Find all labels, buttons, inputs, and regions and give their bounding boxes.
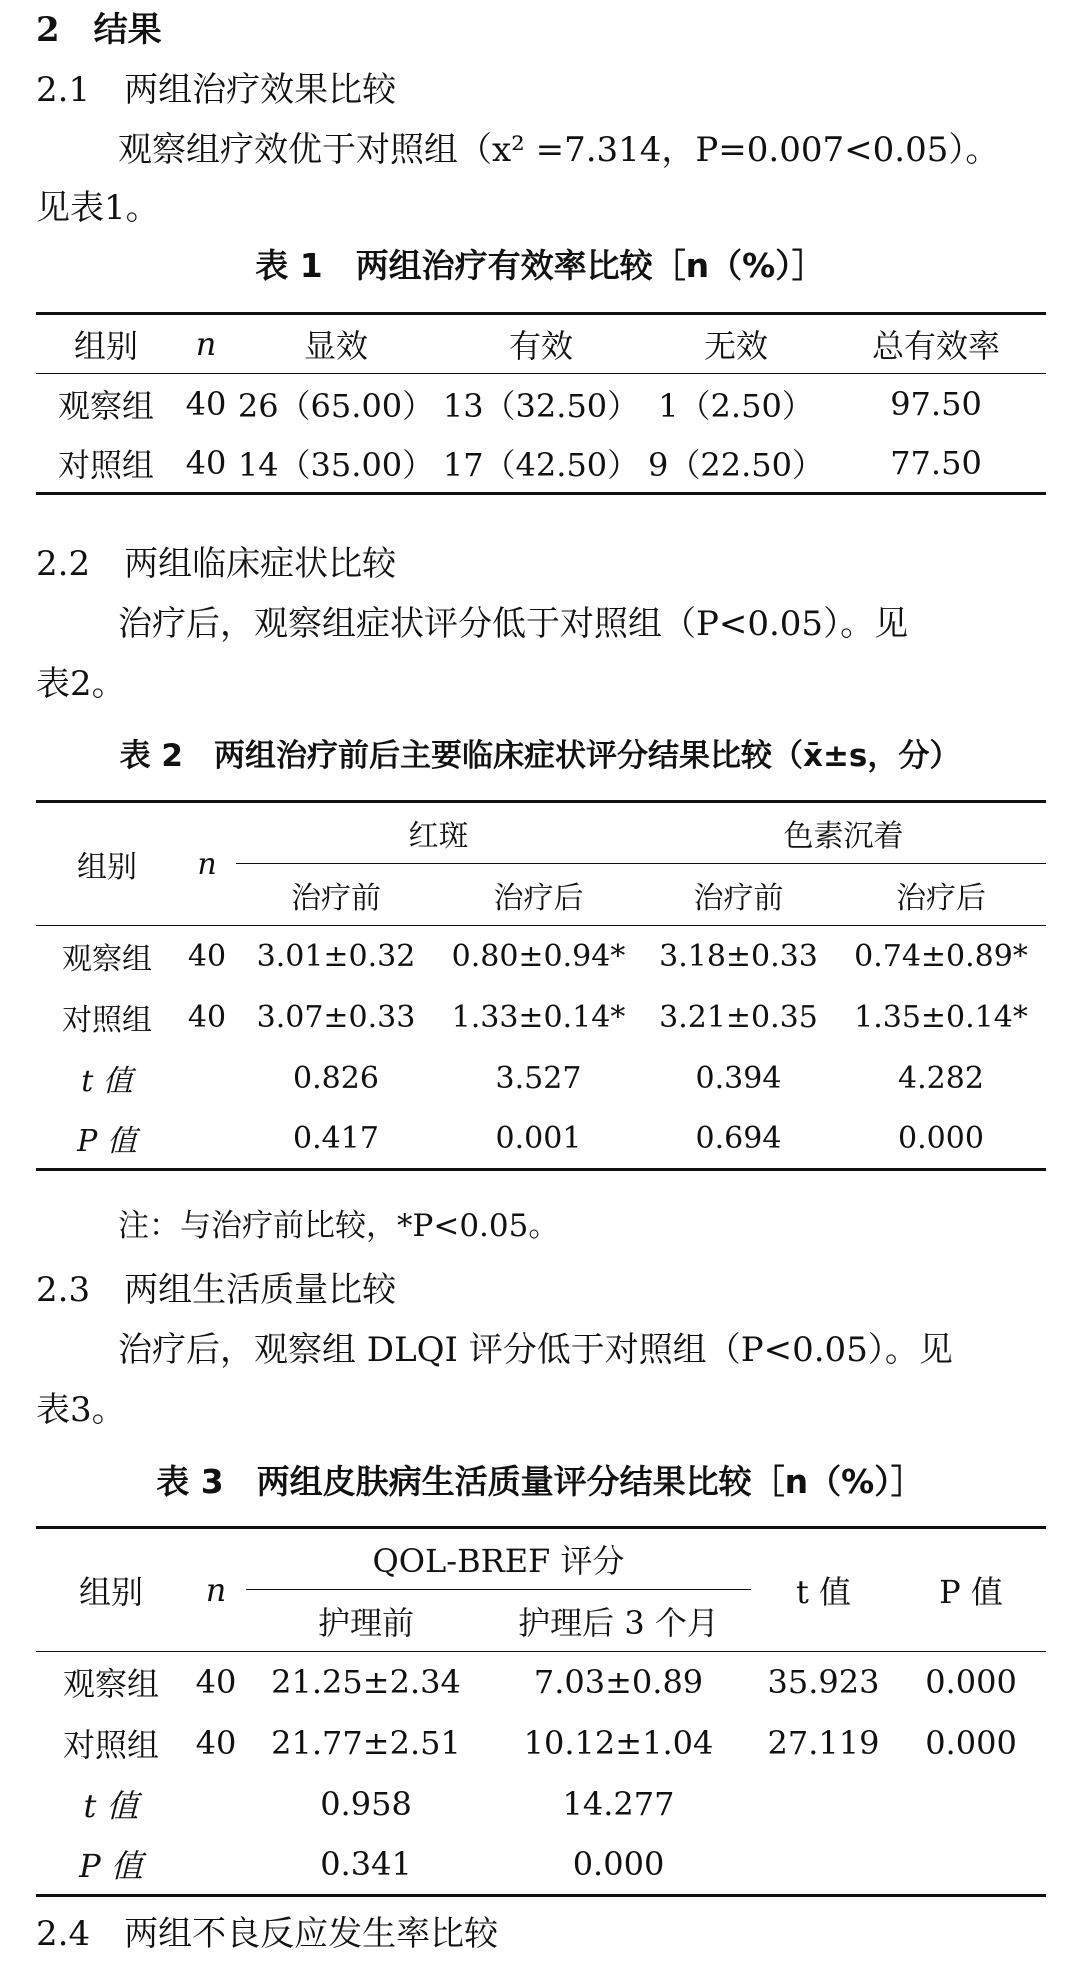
table-cell: 观察组 [57,386,154,425]
table2-subheader: 治疗前 [291,880,381,916]
table-cell: 77.50 [890,443,982,482]
table2-header-pigmentation: 色素沉着 [641,802,1046,864]
table-cell: 对照组 [57,445,154,484]
table-cell: 0.000 [925,1663,1017,1702]
table1-header: 显效 [303,327,368,365]
table-cell: 3.18±0.33 [659,938,818,974]
table-cell: 0.000 [572,1845,665,1884]
table-cell: 4.282 [898,1060,984,1096]
paragraph-2-1-line1: 观察组疗效优于对照组（x² =7.314，P=0.007<0.05）。 [118,130,1000,170]
table-cell [751,1835,896,1896]
table3-header-p: P 值 [896,1528,1046,1652]
table-cell: 0.000 [925,1724,1017,1762]
table3-subheader: 护理后 3 个月 [518,1603,719,1642]
table-cell: t 值 [81,1064,133,1099]
table-cell: 对照组 [62,1003,152,1038]
table-cell: 3.01±0.32 [256,938,416,974]
table-cell: 21.77±2.51 [271,1724,461,1762]
table3-header-group: 组别 [36,1528,186,1652]
table3-header-n: n [186,1528,246,1652]
table-row [36,1835,1046,1896]
table1-header: 组别 [73,327,138,365]
table-cell: 0.417 [293,1120,379,1156]
table2-header-row [36,802,1046,864]
table-row [36,1713,1046,1774]
table-row [36,374,1046,434]
table-cell [896,1774,1046,1835]
table3-header-t: t 值 [751,1528,896,1652]
table-cell [751,1774,896,1835]
table-cell [178,1048,236,1109]
table2-caption: 表 2 两组治疗前后主要临床症状评分结果比较（x̄±s，分） [119,738,961,774]
table-cell: 26（65.00） [237,386,435,425]
table-row [36,926,1046,987]
table-cell: 35.923 [767,1663,880,1702]
table-cell: 40 [195,1724,237,1762]
table-cell: 0.826 [293,1060,379,1096]
table-row [36,1048,1046,1109]
table2-header-group: 组别 [36,802,178,926]
table1-header: 无效 [703,327,768,365]
table-cell: 40 [185,384,227,423]
table2-subheader: 治疗后 [896,880,986,916]
table3-header-qol: QOL-BREF 评分 [246,1528,751,1590]
table-cell: 0.74±0.89* [854,938,1028,974]
table-cell: 10.12±1.04 [523,1724,714,1762]
table1-header: n [195,325,217,363]
table3-caption: 表 3 两组皮肤病生活质量评分结果比较［n（%）］ [156,1462,924,1501]
table-cell: 0.394 [695,1060,782,1096]
table-cell [178,1109,236,1170]
paragraph-2-1-line2: 见表1。 [36,188,160,228]
table-row [36,434,1046,494]
table-cell: 40 [195,1663,237,1702]
table-cell: 观察组 [62,942,152,978]
table-cell: 0.000 [898,1120,984,1156]
table-cell: 13（32.50） [442,386,640,425]
table-cell: 1（2.50） [658,386,814,425]
table1-header-row [36,314,1046,374]
heading-2-4: 2.4 两组不良反应发生率比较 [36,1914,499,1954]
table-cell: 3.21±0.35 [659,999,818,1035]
heading-2-2: 2.2 两组临床症状比较 [36,544,397,584]
table2 [36,800,1046,1171]
table-cell: 对照组 [62,1726,159,1764]
paragraph-2-2-line1: 治疗后，观察组症状评分低于对照组（P<0.05）。见 [118,604,909,644]
table-cell: P 值 [79,1847,143,1886]
table-row [36,1652,1046,1713]
table-row [36,987,1046,1048]
table-cell: P 值 [77,1124,137,1160]
table1-header: 有效 [508,327,573,365]
table-cell: 17（42.50） [442,445,640,484]
table-cell: 3.07±0.33 [256,999,416,1035]
table2-subheader: 治疗前 [693,880,784,916]
table2-header-n: n [178,802,236,926]
table2-subheader: 治疗后 [493,880,584,916]
table-cell: 40 [187,938,227,974]
table-cell: 97.50 [890,384,982,423]
table-cell: 14（35.00） [237,445,435,484]
table-cell: 21.25±2.34 [271,1663,461,1702]
table3 [36,1526,1046,1897]
table-cell: 0.001 [495,1120,582,1156]
table-cell [186,1774,246,1835]
table-cell [186,1835,246,1896]
table-cell [896,1835,1046,1896]
heading-2-1: 2.1 两组治疗效果比较 [36,70,397,110]
table2-note: 注：与治疗前比较，*P<0.05。 [118,1208,560,1244]
paragraph-2-2-line2: 表2。 [36,664,126,704]
table-cell: 9（22.50） [648,445,824,484]
table-cell: 7.03±0.89 [533,1663,704,1702]
table-cell: 0.694 [695,1120,782,1156]
table-cell: 观察组 [62,1665,159,1704]
table-cell: 27.119 [767,1724,880,1762]
table1-header: 总有效率 [871,327,1000,365]
table-cell: 3.527 [495,1060,582,1096]
paragraph-2-3-line2: 表3。 [36,1390,126,1430]
section-title: 2 结果 [36,10,162,50]
table1-caption: 表 1 两组治疗有效率比较［n（%）］ [255,246,825,285]
table-cell: 40 [187,999,227,1035]
paragraph-2-3-line1: 治疗后，观察组 DLQI 评分低于对照组（P<0.05）。见 [118,1330,953,1370]
table-cell: 0.958 [320,1785,412,1823]
table-cell: 0.80±0.94* [451,938,626,974]
heading-2-3: 2.3 两组生活质量比较 [36,1270,397,1310]
table-cell: t 值 [83,1787,139,1825]
table-cell: 40 [185,443,227,482]
table-cell: 1.33±0.14* [451,999,626,1035]
table1 [36,312,1046,495]
table-cell: 14.277 [562,1785,675,1823]
table-cell: 1.35±0.14* [854,999,1028,1035]
table2-header-erythema: 红斑 [236,802,641,864]
table3-header-row [36,1528,1046,1590]
table-row [36,1774,1046,1835]
table-row [36,1109,1046,1170]
table3-subheader: 护理前 [317,1603,414,1642]
table-cell: 0.341 [320,1845,412,1884]
